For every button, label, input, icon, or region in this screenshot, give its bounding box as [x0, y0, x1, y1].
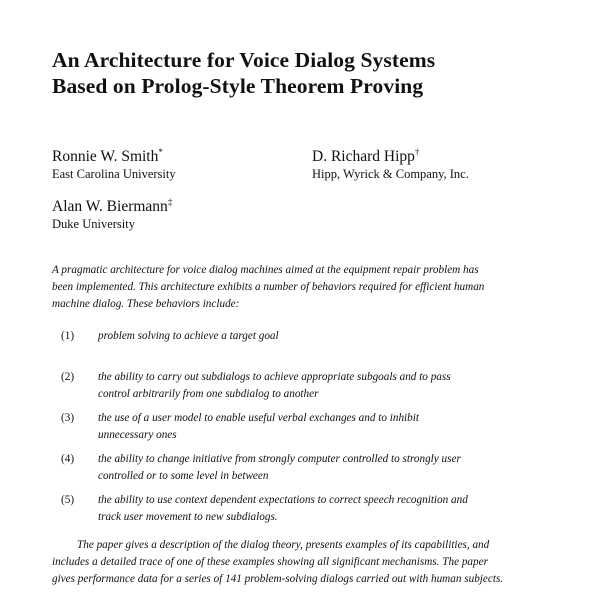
item-number: (3)	[61, 412, 75, 424]
list-item	[52, 328, 552, 369]
author-affiliation: Hipp, Wyrick & Company, Inc.	[312, 167, 469, 181]
item-line: the ability to change initiative from strongly computer controlled to strongly user	[98, 453, 461, 465]
item-line: unnecessary ones	[98, 429, 177, 441]
item-text	[98, 369, 548, 403]
author-affiliation: Duke University	[52, 217, 135, 231]
closing-line: includes a detailed trace of one of these examples showing all significant mechanisms. The paper	[52, 556, 488, 568]
abstract-line: A pragmatic architecture for voice dialog machines aimed at the equipment repair problem has	[52, 264, 479, 276]
abstract-intro	[52, 262, 548, 313]
author-affiliation: East Carolina University	[52, 167, 176, 181]
title-line: Based on Prolog-Style Theorem Proving	[52, 74, 424, 98]
behavior-list	[52, 328, 552, 533]
author-footnote-mark: ‡	[167, 197, 173, 207]
item-line: controlled or to some level in between	[98, 470, 269, 482]
title-line: An Architecture for Voice Dialog Systems	[52, 48, 436, 72]
item-line: problem solving to achieve a target goal	[98, 330, 279, 342]
abstract-closing	[52, 537, 552, 588]
item-text	[98, 451, 548, 485]
closing-line: gives performance data for a series of 141 problem-solving dialogs carried out with human subjects.	[52, 573, 504, 585]
item-number: (4)	[61, 453, 75, 465]
list-item	[52, 451, 552, 492]
author-block	[312, 143, 469, 182]
author-block	[52, 143, 176, 182]
abstract-line: machine dialog. These behaviors include:	[52, 298, 240, 310]
list-item	[52, 492, 552, 533]
author-name: Alan W. Biermann‡	[52, 197, 173, 215]
abstract-line: been implemented. This architecture exhibits a number of behaviors required for efficient human	[52, 281, 485, 293]
item-number: (2)	[61, 371, 75, 383]
item-text	[98, 328, 548, 345]
author-block	[52, 193, 172, 232]
item-line: track user movement to new subdialogs.	[98, 511, 278, 523]
item-number: (5)	[61, 494, 75, 506]
author-name: Ronnie W. Smith*	[52, 147, 163, 165]
item-line: control arbitrarily from one subdialog to another	[98, 388, 319, 400]
item-text	[98, 410, 548, 444]
paper-title	[52, 47, 572, 99]
item-text	[98, 492, 548, 526]
list-item	[52, 410, 552, 451]
author-footnote-mark: *	[158, 147, 163, 157]
closing-line: The paper gives a description of the dialog theory, presents examples of its capabilities, and	[77, 539, 490, 551]
item-number: (1)	[61, 330, 75, 342]
item-line: the use of a user model to enable useful verbal exchanges and to inhibit	[98, 412, 419, 424]
author-name: D. Richard Hipp†	[312, 147, 420, 165]
list-item	[52, 369, 552, 410]
item-line: the ability to use context dependent expectations to correct speech recognition and	[98, 494, 468, 506]
author-footnote-mark: †	[414, 147, 420, 157]
item-line: the ability to carry out subdialogs to achieve appropriate subgoals and to pass	[98, 371, 451, 383]
